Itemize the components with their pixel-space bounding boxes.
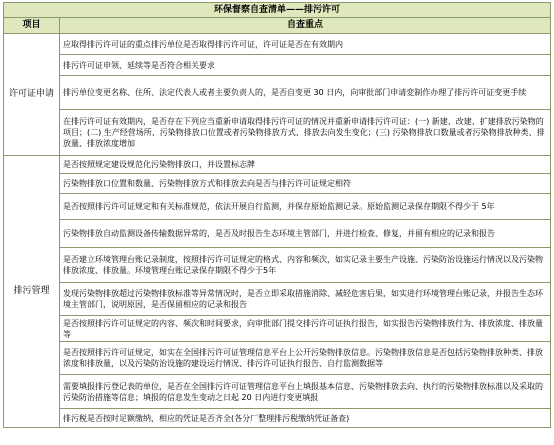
check-item: 是否按照排污许可证规定和有关标准规范，依法开展自行监测，并保存原始监测记录。原始监测记录保存期限不得少于 5年 xyxy=(60,194,551,220)
check-item: 需要填报排污登记表的单位，是否在全国排污许可证管理信息平台上填报基本信息、污染物排放去向、执行的污染物排放标准以及采取的污染防治措施等信息；填报的信息发生变动之日起 20 日内进行变更填报 xyxy=(60,375,551,409)
title-row xyxy=(4,3,551,18)
header-row xyxy=(4,18,551,34)
header-focus: 自查重点 xyxy=(60,18,551,34)
table-row xyxy=(4,409,551,428)
table-row xyxy=(4,316,551,342)
category-discharge-management: 排污管理 xyxy=(4,156,60,428)
table-row xyxy=(4,248,551,283)
check-item: 是否建立环境管理台账记录制度，按照排污许可证规定的格式、内容和频次，如实记录主要生产设施、污染防治设施运行情况以及污染物排放浓度、排放量。环境管理台账记录保存期限不得少于5年 xyxy=(60,248,551,283)
checklist-sheet xyxy=(3,2,551,428)
table-row xyxy=(4,194,551,220)
check-item: 污染物排放口位置和数量、污染物排放方式和排放去向是否与排污许可证规定相符 xyxy=(60,174,551,194)
header-item: 项目 xyxy=(4,18,60,34)
check-item: 发现污染物排放超过污染物排放标准等异常情况时，是否立即采取措施消除、减轻危害后果，如实进行环境管理台账记录，并报告生态环境主管部门，说明原因，是否保留相应的记录和报告 xyxy=(60,283,551,316)
table-row xyxy=(4,76,551,110)
table-row xyxy=(4,110,551,156)
check-item: 排污单位变更名称、住所、法定代表人或者主要负责人的，是否自变更 30 日内，向审批部门申请変制作办理了排污许可证变更手续 xyxy=(60,76,551,110)
category-license-application: 许可证申请 xyxy=(4,34,60,156)
table-row xyxy=(4,220,551,248)
table-row xyxy=(4,342,551,375)
checklist-table xyxy=(3,2,551,428)
table-row xyxy=(4,55,551,76)
table-row xyxy=(4,283,551,316)
check-item: 排污许可证申领、延续等是否符合相关要求 xyxy=(60,55,551,76)
check-item: 应取得排污许可证的重点排污单位是否取得排污许可证，许可证是否在有效期内 xyxy=(60,34,551,55)
check-item: 是否按照排污许可证规定的内容、频次和时间要求，向审批部门提交排污许可证执行报告，如实报告污染物排放行为、排放浓度、排放量等 xyxy=(60,316,551,342)
check-item: 是否按照规定建设规范化污染物排放口，并设置标志牌 xyxy=(60,156,551,174)
check-item: 污染物排放自动监测设备传输数据异常的，是否及时报告生态环境主管部门，并进行检查、修复，并留有相应的记录和报告 xyxy=(60,220,551,248)
check-item: 排污税是否按时足额缴纳，相应的凭证是否齐全(各分厂整理排污税缴纳凭证备查) xyxy=(60,409,551,428)
table-row xyxy=(4,174,551,194)
table-row xyxy=(4,375,551,409)
check-item: 是否按照排污许可证规定，如实在全国排污许可证管理信息平台上公开污染物排放信息。污染物排放信息是否包括污染物排放种类、排放浓度和排放量，以及污染防治设施的建设运行情况、排污许可证执行报告、自行监测数据等 xyxy=(60,342,551,375)
table-title: 环保督察自查清单——排污许可 xyxy=(4,3,551,18)
table-row xyxy=(4,156,551,174)
table-row xyxy=(4,34,551,55)
check-item: 在排污许可证有效期内，是否存在下列应当重新申请取得排污许可证的情况并重新申请排污许可证：(一) 新建、改建、扩建排放污染物的项目；(二) 生产经营场所、污染物排放口位置或者污染物排放方式、排放去向发生变化；(三) 污染物排放口数量或者污染物排放种类、排放量、排放浓度增加 xyxy=(60,110,551,156)
